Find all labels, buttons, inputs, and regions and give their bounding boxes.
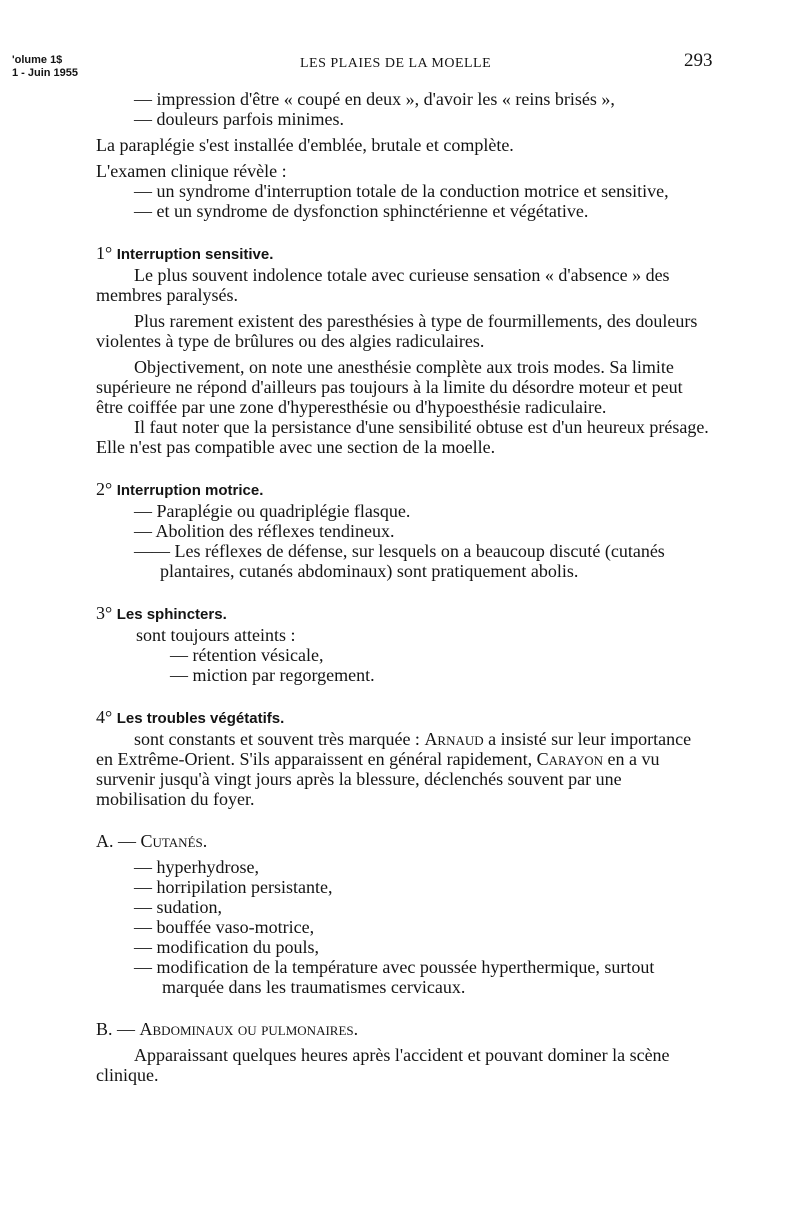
subsection-a-title: Cutanés.: [140, 831, 208, 851]
section-2-line-1: — Paraplégie ou quadriplégie flasque.: [134, 501, 411, 521]
section-4-heading: [96, 707, 712, 729]
list-item: — modification de la température avec poussée hyperthermique, surtout marquée dans les traumatismes cervicaux.: [134, 957, 655, 997]
list-item: — horripilation persistante,: [134, 877, 333, 897]
subsection-b-title: Abdominaux ou pulmonaires.: [139, 1019, 359, 1039]
section-4-text-c: en a vu survenir jusqu'à vingt jours après la blessure, déclenchés souvent par une mobilisation du foyer.: [96, 749, 660, 809]
intro-para-1: La paraplégie s'est installée d'emblée, brutale et complète.: [96, 135, 514, 155]
section-2-line-3: —— Les réflexes de défense, sur lesquels on a beaucoup discuté (cutanés plantaires, cutanés abdominaux) sont pratiquement abolis.: [134, 541, 665, 581]
list-item: — modification du pouls,: [134, 937, 319, 957]
section-3-title: Les sphincters.: [116, 606, 227, 623]
subsection-a-heading: [96, 831, 712, 851]
section-4-text-b: a insisté sur leur importance en Extrême-Orient. S'ils apparaissent en général rapidement,: [96, 729, 692, 769]
issue-label: 1 - Juin 1955: [12, 67, 79, 79]
subsection-a-label: A. —: [96, 831, 141, 851]
list-item: — hyperhydrose,: [134, 857, 259, 877]
cutaneous-list: [96, 857, 712, 997]
section-3-line-1: — rétention vésicale,: [170, 645, 324, 665]
intro-line-1: — impression d'être « coupé en deux », d'avoir les « reins brisés »,: [134, 89, 615, 109]
section-2-title: Interruption motrice.: [116, 482, 264, 499]
subsection-b-heading: [96, 1019, 712, 1039]
list-item: — sudation,: [134, 897, 222, 917]
section-1-title: Interruption sensitive.: [116, 246, 274, 263]
section-1-para-3: Objectivement, on note une anesthésie complète aux trois modes. Sa limite supérieure ne répond d'ailleurs pas toujours à la limite du désordre moteur et peut être coiffée par une zone d'hyperesthésie ou d'hypoesthésie radiculaire.: [96, 357, 683, 417]
volume-info: [12, 54, 78, 80]
section-4-text-a: sont constants et souvent très marquée :: [134, 729, 425, 749]
section-1-para-4: Il faut noter que la persistance d'une sensibilité obtuse est d'un heureux présage. Elle n'est pas compatible avec une section de la moelle.: [96, 417, 709, 457]
section-3-line-2: — miction par regorgement.: [170, 665, 375, 685]
intro-line-3: — un syndrome d'interruption totale de la conduction motrice et sensitive,: [134, 181, 669, 201]
section-1-number: 1°: [96, 243, 113, 263]
section-2-line-2: — Abolition des réflexes tendineux.: [134, 521, 395, 541]
running-title: LES PLAIES DE LA MOELLE: [300, 56, 492, 71]
volume-label: 'olume 1$: [12, 54, 63, 66]
section-2-number: 2°: [96, 479, 113, 499]
subsection-b-para-1: Apparaissant quelques heures après l'accident et pouvant dominer la scène clinique.: [96, 1045, 670, 1085]
section-4-number: 4°: [96, 707, 113, 727]
section-3-number: 3°: [96, 603, 113, 623]
section-3-para-1: sont toujours atteints :: [136, 625, 296, 645]
intro-para-2: L'examen clinique révèle :: [96, 161, 287, 181]
section-4-title: Les troubles végétatifs.: [116, 710, 285, 727]
section-1-heading: [96, 243, 712, 265]
section-2-heading: [96, 479, 712, 501]
page-number: 293: [684, 50, 713, 71]
intro-line-2: — douleurs parfois minimes.: [134, 109, 344, 129]
section-4-para-1: [96, 729, 712, 809]
body-text: [96, 89, 712, 1085]
author-arnaud: Arnaud: [424, 729, 484, 749]
section-1-para-2: Plus rarement existent des paresthésies à type de fourmillements, des douleurs violentes à type de brûlures ou des algies radiculaires.: [96, 311, 698, 351]
section-1-para-1: Le plus souvent indolence totale avec curieuse sensation « d'absence » des membres paralysés.: [96, 265, 670, 305]
section-3-heading: [96, 603, 712, 625]
author-carayon: Carayon: [536, 749, 604, 769]
subsection-b-label: B. —: [96, 1019, 140, 1039]
intro-line-4: — et un syndrome de dysfonction sphinctérienne et végétative.: [134, 201, 589, 221]
list-item: — bouffée vaso-motrice,: [134, 917, 315, 937]
